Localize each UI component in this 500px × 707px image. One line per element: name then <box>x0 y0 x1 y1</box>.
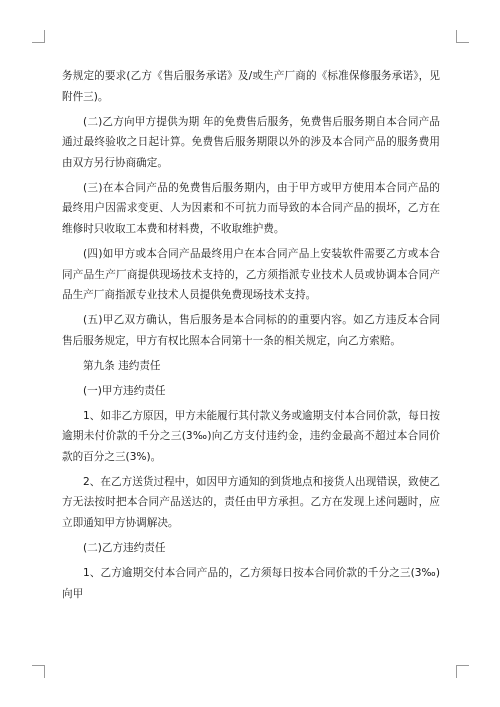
crop-mark-top-right <box>456 30 469 43</box>
section-heading-article-9: 第九条 违约责任 <box>83 359 161 372</box>
paragraph-service-confirmation: (五)甲乙双方确认，售后服务是本合同标的的重要内容。如乙方违反本合同售后服务规定，甲方有权比照本合同第十一条的相关规定，向乙方索赔。 <box>62 314 440 347</box>
subheading-party-a-liability: (一)甲方违约责任 <box>83 384 166 397</box>
paragraph-late-payment: 1、如非乙方原因，甲方未能履行其付款义务或逾期支付本合同价款，每日按逾期未付价款的千分之三(3‰)向乙方支付违约金，违约金最高不超过本合同价款的百分之三(3%)。 <box>62 409 440 463</box>
paragraph-continuation: 务规定的要求(乙方《售后服务承诺》及/或生产厂商的《标准保修服务承诺》，见附件三)。 <box>62 70 440 103</box>
document-body <box>62 66 440 609</box>
crop-mark-bottom-right <box>456 665 469 678</box>
paragraph-damage-cost: (三)在本合同产品的免费售后服务期内，由于甲方或甲方使用本合同产品的最终用户因需求变更、人为因素和不可抗力而导致的本合同产品的损坏，乙方在维修时只收取工本费和材料费，不收取维护费。 <box>62 181 440 235</box>
crop-mark-top-left <box>32 30 45 43</box>
subheading-party-b-liability: (二)乙方违约责任 <box>83 541 166 554</box>
paragraph-delivery-error: 2、在乙方送货过程中，如因甲方通知的到货地点和接货人出现错误，致使乙方无法按时把本合同产品送达的，责任由甲方承担。乙方在发现上述问题时，应立即通知甲方协调解决。 <box>62 475 440 529</box>
crop-mark-bottom-left <box>32 665 45 678</box>
paragraph-late-delivery: 1、乙方逾期交付本合同产品的，乙方须每日按本合同价款的千分之三(3‰)向甲 <box>62 566 440 600</box>
paragraph-free-service-period: (二)乙方向甲方提供为期 年的免费售后服务，免费售后服务期自本合同产品通过最终验收之日起计算。免费售后服务期限以外的涉及本合同产品的服务费用由双方另行协商确定。 <box>62 115 440 169</box>
paragraph-onsite-support: (四)如甲方或本合同产品最终用户在本合同产品上安装软件需要乙方或本合同产品生产厂商提供现场技术支持的，乙方须指派专业技术人员或协调本合同产品生产厂商指派专业技术人员提供免费现场技术支持。 <box>62 247 440 302</box>
